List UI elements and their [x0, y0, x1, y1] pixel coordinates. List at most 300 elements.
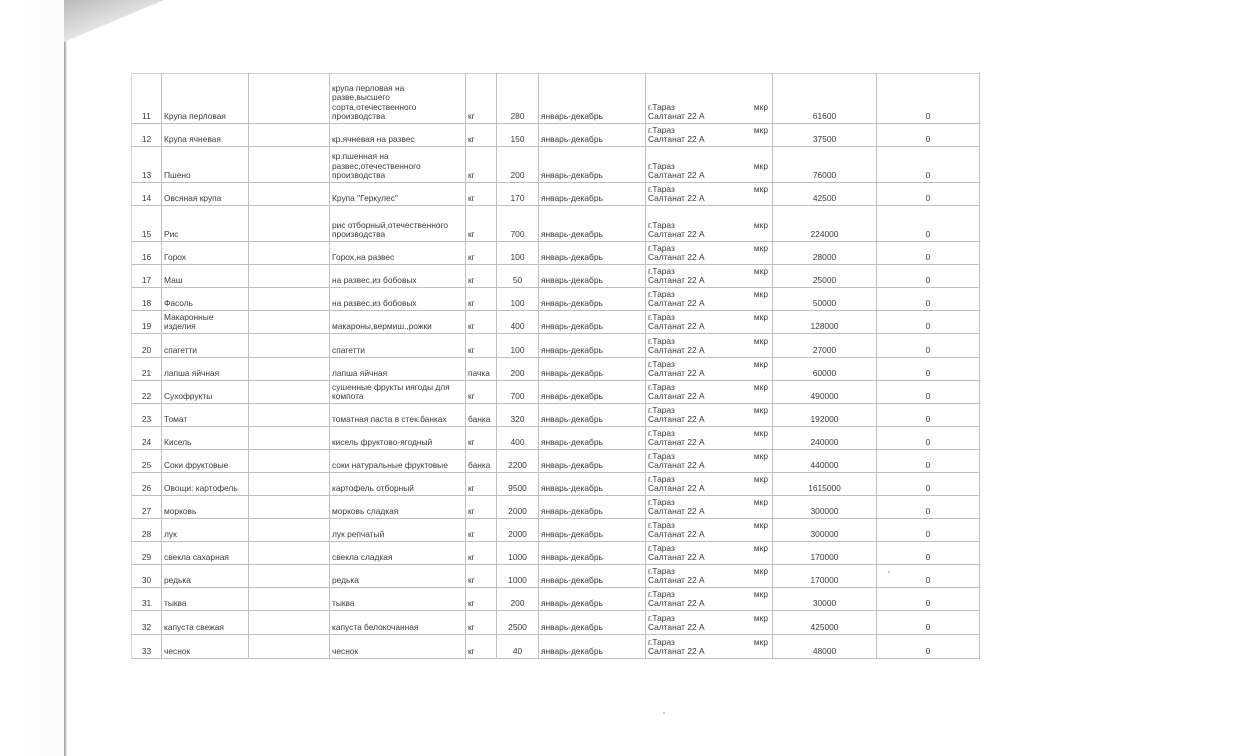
row-number-cell: 33 [132, 635, 162, 659]
item-name-cell: свекла сахарная [162, 542, 249, 565]
empty-cell [249, 242, 330, 265]
address-district: мкр [753, 427, 768, 438]
description-cell: Горох,на развес [330, 242, 466, 265]
description-cell: на развес,из бобовых [330, 265, 466, 288]
row-number-cell: 27 [132, 496, 162, 519]
quantity-cell: 400 [497, 311, 539, 334]
address-street: Салтанат 22 А [648, 622, 705, 633]
quantity-cell: 40 [497, 635, 539, 659]
zero-cell: 0 [877, 427, 980, 450]
period-cell: январь-декабрь [539, 147, 646, 183]
unit-cell: кг [466, 542, 497, 565]
zero-cell: 0 [877, 265, 980, 288]
unit-cell: кг [466, 242, 497, 265]
zero-cell: 0 [877, 519, 980, 542]
unit-cell: кг [466, 473, 497, 496]
row-number-cell: 23 [132, 404, 162, 427]
address-street: Салтанат 22 А [648, 437, 705, 448]
period-cell: январь-декабрь [539, 496, 646, 519]
sum-cell: 490000 [773, 381, 877, 404]
description-cell: редька [330, 565, 466, 588]
empty-cell [249, 427, 330, 450]
address-cell [646, 74, 773, 124]
row-number-cell: 30 [132, 565, 162, 588]
address-street: Салтанат 22 А [648, 575, 705, 586]
zero-cell: 0 [877, 611, 980, 635]
address-cell [646, 124, 773, 147]
empty-cell [249, 311, 330, 334]
sum-cell: 300000 [773, 519, 877, 542]
description-cell: рис отборный,отечественного производства [330, 206, 466, 242]
period-cell: январь-декабрь [539, 565, 646, 588]
zero-cell: 0 [877, 242, 980, 265]
period-cell: январь-декабрь [539, 611, 646, 635]
unit-cell: кг [466, 265, 497, 288]
quantity-cell: 170 [497, 183, 539, 206]
address-cell [646, 496, 773, 519]
period-cell: январь-декабрь [539, 183, 646, 206]
empty-cell [249, 542, 330, 565]
sum-cell: 128000 [773, 311, 877, 334]
row-number-cell: 32 [132, 611, 162, 635]
quantity-cell: 2000 [497, 496, 539, 519]
item-name-cell: лапша яйчная [162, 358, 249, 381]
table-row [132, 473, 980, 496]
quantity-cell: 200 [497, 358, 539, 381]
row-number-cell: 28 [132, 519, 162, 542]
zero-cell: 0 [877, 473, 980, 496]
item-name-cell: Маш [162, 265, 249, 288]
address-city: г.Тараз [648, 636, 675, 647]
address-cell [646, 147, 773, 183]
address-street: Салтанат 22 А [648, 460, 705, 471]
address-street: Салтанат 22 А [648, 321, 705, 332]
address-district: мкр [753, 288, 768, 299]
table-row [132, 311, 980, 334]
empty-cell [249, 565, 330, 588]
address-district: мкр [753, 124, 768, 135]
address-street: Салтанат 22 А [648, 529, 705, 540]
address-district: мкр [753, 183, 768, 194]
table-row [132, 147, 980, 183]
description-cell: спагетти [330, 334, 466, 358]
zero-cell: 0 [877, 635, 980, 659]
empty-cell [249, 496, 330, 519]
procurement-table [131, 73, 980, 659]
address-cell [646, 242, 773, 265]
address-cell [646, 427, 773, 450]
quantity-cell: 2500 [497, 611, 539, 635]
description-cell: сушенные фрукты иягоды для компота [330, 381, 466, 404]
item-name-cell: Фасоль [162, 288, 249, 311]
empty-cell [249, 404, 330, 427]
address-street: Салтанат 22 А [648, 552, 705, 563]
address-city: г.Тараз [648, 265, 675, 276]
address-cell [646, 288, 773, 311]
unit-cell: кг [466, 565, 497, 588]
item-name-cell: редька [162, 565, 249, 588]
address-city: г.Тараз [648, 219, 675, 230]
sum-cell: 50000 [773, 288, 877, 311]
address-street: Салтанат 22 А [648, 229, 705, 240]
row-number-cell: 20 [132, 334, 162, 358]
table-row [132, 542, 980, 565]
address-cell [646, 473, 773, 496]
address-cell [646, 588, 773, 611]
description-cell: капуста белокочанная [330, 611, 466, 635]
item-name-cell: морковь [162, 496, 249, 519]
address-city: г.Тараз [648, 124, 675, 135]
address-city: г.Тараз [648, 450, 675, 461]
address-cell [646, 311, 773, 334]
row-number-cell: 13 [132, 147, 162, 183]
address-district: мкр [753, 358, 768, 369]
item-name-cell: Рис [162, 206, 249, 242]
description-cell: лапша яйчная [330, 358, 466, 381]
row-number-cell: 29 [132, 542, 162, 565]
table-row [132, 404, 980, 427]
description-cell: лук репчатый [330, 519, 466, 542]
address-district: мкр [753, 404, 768, 415]
address-city: г.Тараз [648, 612, 675, 623]
period-cell: январь-декабрь [539, 404, 646, 427]
address-cell [646, 381, 773, 404]
sum-cell: 240000 [773, 427, 877, 450]
zero-cell: 0 [877, 147, 980, 183]
empty-cell [249, 124, 330, 147]
address-cell [646, 334, 773, 358]
address-district: мкр [753, 496, 768, 507]
table-row [132, 427, 980, 450]
address-district: мкр [753, 519, 768, 530]
address-street: Салтанат 22 А [648, 646, 705, 657]
row-number-cell: 21 [132, 358, 162, 381]
address-street: Салтанат 22 А [648, 391, 705, 402]
unit-cell: кг [466, 74, 497, 124]
period-cell: январь-декабрь [539, 381, 646, 404]
row-number-cell: 18 [132, 288, 162, 311]
item-name-cell: Овощи: картофель [162, 473, 249, 496]
sum-cell: 25000 [773, 265, 877, 288]
item-name-cell: Сухофрукты [162, 381, 249, 404]
address-city: г.Тараз [648, 404, 675, 415]
row-number-cell: 17 [132, 265, 162, 288]
empty-cell [249, 473, 330, 496]
sum-cell: 76000 [773, 147, 877, 183]
table-row [132, 519, 980, 542]
address-street: Салтанат 22 А [648, 111, 705, 122]
item-name-cell: чеснок [162, 635, 249, 659]
address-city: г.Тараз [648, 242, 675, 253]
unit-cell: кг [466, 519, 497, 542]
period-cell: январь-декабрь [539, 124, 646, 147]
row-number-cell: 22 [132, 381, 162, 404]
quantity-cell: 150 [497, 124, 539, 147]
description-cell: тыква [330, 588, 466, 611]
address-cell [646, 519, 773, 542]
description-cell: морковь сладкая [330, 496, 466, 519]
table-row [132, 611, 980, 635]
period-cell: январь-декабрь [539, 427, 646, 450]
address-city: г.Тараз [648, 160, 675, 171]
address-street: Салтанат 22 А [648, 506, 705, 517]
row-number-cell: 25 [132, 450, 162, 473]
zero-cell: 0 [877, 542, 980, 565]
quantity-cell: 100 [497, 334, 539, 358]
sum-cell: 30000 [773, 588, 877, 611]
unit-cell: кг [466, 124, 497, 147]
unit-cell: кг [466, 183, 497, 206]
item-name-cell: Горох [162, 242, 249, 265]
address-street: Салтанат 22 А [648, 275, 705, 286]
table-row [132, 381, 980, 404]
row-number-cell: 26 [132, 473, 162, 496]
address-city: г.Тараз [648, 565, 675, 576]
row-number-cell: 11 [132, 74, 162, 124]
zero-cell: 0 [877, 124, 980, 147]
address-city: г.Тараз [648, 588, 675, 599]
item-name-cell: спагетти [162, 334, 249, 358]
address-city: г.Тараз [648, 358, 675, 369]
quantity-cell: 200 [497, 588, 539, 611]
period-cell: январь-декабрь [539, 265, 646, 288]
address-district: мкр [753, 588, 768, 599]
unit-cell: кг [466, 427, 497, 450]
period-cell: январь-декабрь [539, 473, 646, 496]
address-city: г.Тараз [648, 335, 675, 346]
empty-cell [249, 183, 330, 206]
address-district: мкр [753, 101, 768, 112]
sum-cell: 425000 [773, 611, 877, 635]
unit-cell: банка [466, 450, 497, 473]
description-cell: на развес,из бобовых [330, 288, 466, 311]
description-cell: крупа перловая на разве,высшего сорта,отечественного производства [330, 74, 466, 124]
address-cell [646, 635, 773, 659]
address-street: Салтанат 22 А [648, 414, 705, 425]
empty-cell [249, 611, 330, 635]
table-row [132, 265, 980, 288]
description-cell: кр.ячневая на развес [330, 124, 466, 147]
period-cell: январь-декабрь [539, 242, 646, 265]
quantity-cell: 280 [497, 74, 539, 124]
period-cell: январь-декабрь [539, 288, 646, 311]
unit-cell: кг [466, 496, 497, 519]
unit-cell: кг [466, 311, 497, 334]
table-row [132, 74, 980, 124]
quantity-cell: 2000 [497, 519, 539, 542]
address-street: Салтанат 22 А [648, 483, 705, 494]
page-corner-fold [64, 0, 164, 42]
empty-cell [249, 334, 330, 358]
sum-cell: 61600 [773, 74, 877, 124]
sum-cell: 170000 [773, 542, 877, 565]
quantity-cell: 320 [497, 404, 539, 427]
address-street: Салтанат 22 А [648, 170, 705, 181]
sum-cell: 224000 [773, 206, 877, 242]
address-street: Салтанат 22 А [648, 345, 705, 356]
quantity-cell: 700 [497, 381, 539, 404]
period-cell: январь-декабрь [539, 311, 646, 334]
quantity-cell: 100 [497, 288, 539, 311]
address-city: г.Тараз [648, 381, 675, 392]
address-street: Салтанат 22 А [648, 193, 705, 204]
address-district: мкр [753, 160, 768, 171]
item-name-cell: лук [162, 519, 249, 542]
table-row [132, 358, 980, 381]
address-street: Салтанат 22 А [648, 134, 705, 145]
zero-cell: 0 [877, 74, 980, 124]
unit-cell: кг [466, 611, 497, 635]
address-district: мкр [753, 219, 768, 230]
address-city: г.Тараз [648, 496, 675, 507]
address-district: мкр [753, 450, 768, 461]
address-district: мкр [753, 335, 768, 346]
zero-cell: 0 [877, 496, 980, 519]
item-name-cell: Крупа ячневая [162, 124, 249, 147]
table-row [132, 635, 980, 659]
row-number-cell: 15 [132, 206, 162, 242]
zero-cell: 0 [877, 404, 980, 427]
sum-cell: 1615000 [773, 473, 877, 496]
address-city: г.Тараз [648, 101, 675, 112]
quantity-cell: 100 [497, 242, 539, 265]
zero-cell: 0 [877, 588, 980, 611]
unit-cell: кг [466, 147, 497, 183]
zero-cell: 0 [877, 334, 980, 358]
period-cell: январь-декабрь [539, 206, 646, 242]
empty-cell [249, 588, 330, 611]
address-district: мкр [753, 242, 768, 253]
table-row [132, 242, 980, 265]
row-number-cell: 24 [132, 427, 162, 450]
row-number-cell: 19 [132, 311, 162, 334]
description-cell: кр.пшенная на развес,отечественного производства [330, 147, 466, 183]
address-cell [646, 450, 773, 473]
zero-cell: 0 [877, 183, 980, 206]
quantity-cell: 700 [497, 206, 539, 242]
sum-cell: 42500 [773, 183, 877, 206]
quantity-cell: 50 [497, 265, 539, 288]
address-cell [646, 404, 773, 427]
sum-cell: 48000 [773, 635, 877, 659]
description-cell: макароны,вермиш.,рожки [330, 311, 466, 334]
period-cell: январь-декабрь [539, 334, 646, 358]
table-row [132, 206, 980, 242]
row-number-cell: 16 [132, 242, 162, 265]
period-cell: январь-декабрь [539, 542, 646, 565]
description-cell: картофель отборный [330, 473, 466, 496]
address-cell [646, 358, 773, 381]
description-cell: кисель фруктово-ягодный [330, 427, 466, 450]
address-district: мкр [753, 636, 768, 647]
sum-cell: 192000 [773, 404, 877, 427]
address-district: мкр [753, 265, 768, 276]
period-cell: январь-декабрь [539, 358, 646, 381]
table-row [132, 588, 980, 611]
empty-cell [249, 265, 330, 288]
quantity-cell: 9500 [497, 473, 539, 496]
address-city: г.Тараз [648, 427, 675, 438]
table-row [132, 288, 980, 311]
item-name-cell: Кисель [162, 427, 249, 450]
table-row [132, 496, 980, 519]
address-city: г.Тараз [648, 311, 675, 322]
sum-cell: 170000 [773, 565, 877, 588]
address-city: г.Тараз [648, 542, 675, 553]
address-street: Салтанат 22 А [648, 598, 705, 609]
row-number-cell: 12 [132, 124, 162, 147]
row-number-cell: 14 [132, 183, 162, 206]
unit-cell: кг [466, 588, 497, 611]
item-name-cell: Макаронные изделия [162, 311, 249, 334]
address-street: Салтанат 22 А [648, 298, 705, 309]
unit-cell: кг [466, 334, 497, 358]
address-district: мкр [753, 542, 768, 553]
item-name-cell: Томат [162, 404, 249, 427]
sum-cell: 440000 [773, 450, 877, 473]
sum-cell: 27000 [773, 334, 877, 358]
sum-cell: 300000 [773, 496, 877, 519]
address-district: мкр [753, 473, 768, 484]
address-cell [646, 611, 773, 635]
zero-cell: 0 [877, 311, 980, 334]
zero-cell: 0 [877, 288, 980, 311]
quantity-cell: 400 [497, 427, 539, 450]
period-cell: январь-декабрь [539, 450, 646, 473]
unit-cell: кг [466, 381, 497, 404]
item-name-cell: Пшено [162, 147, 249, 183]
table-body [132, 74, 980, 659]
unit-cell: кг [466, 206, 497, 242]
address-district: мкр [753, 565, 768, 576]
item-name-cell: Крупа перловая [162, 74, 249, 124]
unit-cell: кг [466, 288, 497, 311]
address-city: г.Тараз [648, 288, 675, 299]
address-cell [646, 565, 773, 588]
row-number-cell: 31 [132, 588, 162, 611]
address-cell [646, 265, 773, 288]
sum-cell: 60000 [773, 358, 877, 381]
address-district: мкр [753, 381, 768, 392]
page-edge-shadow [64, 0, 67, 756]
address-district: мкр [753, 612, 768, 623]
zero-cell: 0 [877, 381, 980, 404]
scan-margin [0, 0, 64, 756]
description-cell: Крупа "Геркулес" [330, 183, 466, 206]
sum-cell: 37500 [773, 124, 877, 147]
empty-cell [249, 358, 330, 381]
table-row [132, 183, 980, 206]
address-cell [646, 542, 773, 565]
period-cell: январь-декабрь [539, 74, 646, 124]
address-cell [646, 183, 773, 206]
table-row [132, 124, 980, 147]
address-city: г.Тараз [648, 519, 675, 530]
quantity-cell: 2200 [497, 450, 539, 473]
address-city: г.Тараз [648, 183, 675, 194]
empty-cell [249, 147, 330, 183]
empty-cell [249, 206, 330, 242]
empty-cell [249, 381, 330, 404]
quantity-cell: 1000 [497, 542, 539, 565]
empty-cell [249, 635, 330, 659]
unit-cell: кг [466, 635, 497, 659]
table-row [132, 334, 980, 358]
address-city: г.Тараз [648, 473, 675, 484]
address-street: Салтанат 22 А [648, 252, 705, 263]
item-name-cell: Соки фруктовые [162, 450, 249, 473]
item-name-cell: тыква [162, 588, 249, 611]
